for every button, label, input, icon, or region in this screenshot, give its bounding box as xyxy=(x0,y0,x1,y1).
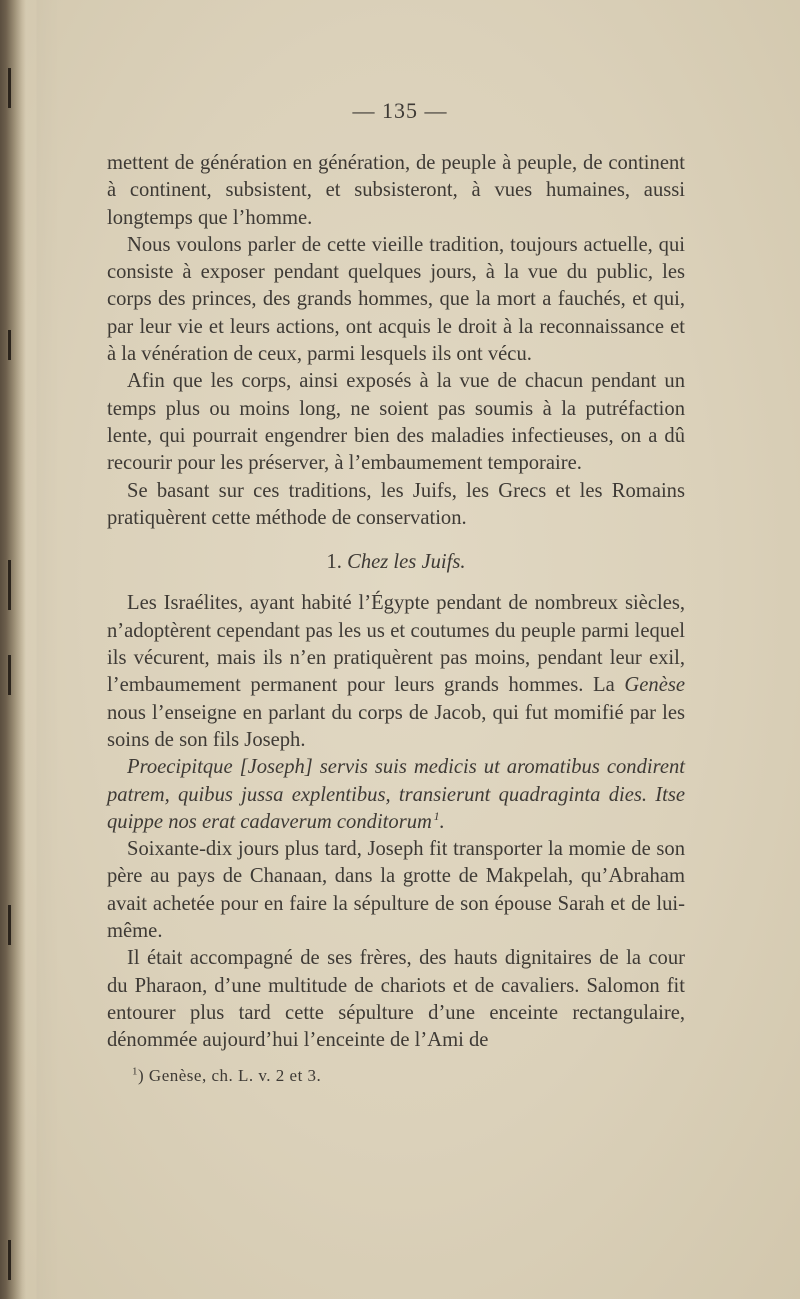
binding-thread-mark xyxy=(8,655,11,695)
latin-quote-text: Proecipitque [Joseph] servis suis medicis ut aromatibus condirent patrem, quibus jussa explentibus, transierunt quadraginta dies. Itse quippe nos erat cadaverum conditorum xyxy=(107,756,685,833)
latin-quote xyxy=(107,754,685,836)
paragraph-peoples: Se basant sur ces traditions, les Juifs, les Grecs et les Romains pratiquèrent cette méthode de conservation. xyxy=(107,479,685,529)
paragraph-burial: Soixante-dix jours plus tard, Joseph fit transporter la momie de son père au pays de Chanaan, dans la grotte de Makpelah, qu’Abraham avait achetée pour en faire la sépulture de son épouse Sarah et de lui-même. xyxy=(107,838,685,943)
body-text xyxy=(107,150,685,1055)
footnote-text: Genèse, ch. L. v. 2 et 3. xyxy=(144,1066,322,1085)
paragraph-tradition: Nous voulons parler de cette vieille tradition, toujours actuelle, qui consiste à exposer pendant quelques jours, à la vue du public, les corps des princes, des grands hommes, que la mort a fauchés, et qui, par leur vie et leurs actions, ont acquis le droit à la reconnaissance et à la vénération de ceux, parmi lesquels ils ont vécu. xyxy=(107,233,685,366)
paragraph-embalming: Afin que les corps, ainsi exposés à la vue de chacun pendant un temps plus ou moins long, ne soient pas soumis à la putréfaction lente, qui pourrait engendrer bien des maladies infectieuses, on a dû recourir pour les préserver, à l’embaumement temporaire. xyxy=(107,370,685,475)
binding-thread-mark xyxy=(8,905,11,945)
section-heading xyxy=(107,549,685,576)
binding-thread-mark xyxy=(8,330,11,360)
footnote xyxy=(132,1066,321,1086)
binding-thread-mark xyxy=(8,560,11,610)
section-title: Chez les Juifs. xyxy=(347,551,466,574)
paragraph-israelites-start: Les Israélites, ayant habité l’Égypte pendant de nombreux siècles, n’adoptèrent cependant pas les us et coutumes du peuple parmi lequel ils vécurent, mais ils n’en pratiquèrent pas moins, pendant leur exil, l’embaumement permanent pour leurs grands hommes. La xyxy=(107,592,685,697)
latin-quote-end: . xyxy=(439,810,445,833)
footnote-marker: ) xyxy=(138,1066,145,1085)
paragraph-procession: Il était accompagné de ses frères, des hauts dignitaires de la cour du Pharaon, d’une multitude de chariots et de cavaliers. Salomon fit entourer plus tard cette sépulture d’une enceinte rectangulaire, dénommée aujourd’hui l’enceinte de l’Ami de xyxy=(107,947,685,1052)
footnote-reference: 1 xyxy=(433,808,440,823)
book-binding-edge xyxy=(0,0,26,1299)
paragraph-israelites-end: nous l’enseigne en parlant du corps de Jacob, qui fut momifié par les soins de son fils Joseph. xyxy=(107,701,685,751)
paragraph-continuation: mettent de génération en génération, de peuple à peuple, de continent à continent, subsistent, et subsisteront, à vues humaines, aussi longtemps que l’homme. xyxy=(107,152,685,229)
paragraph-israelites xyxy=(107,590,685,754)
genese-italic: Genèse xyxy=(624,674,685,697)
binding-thread-mark xyxy=(8,1240,11,1280)
page-number: — 135 — xyxy=(352,98,448,123)
section-number: 1. xyxy=(326,551,342,574)
footnote-number: 1 xyxy=(132,1065,138,1078)
